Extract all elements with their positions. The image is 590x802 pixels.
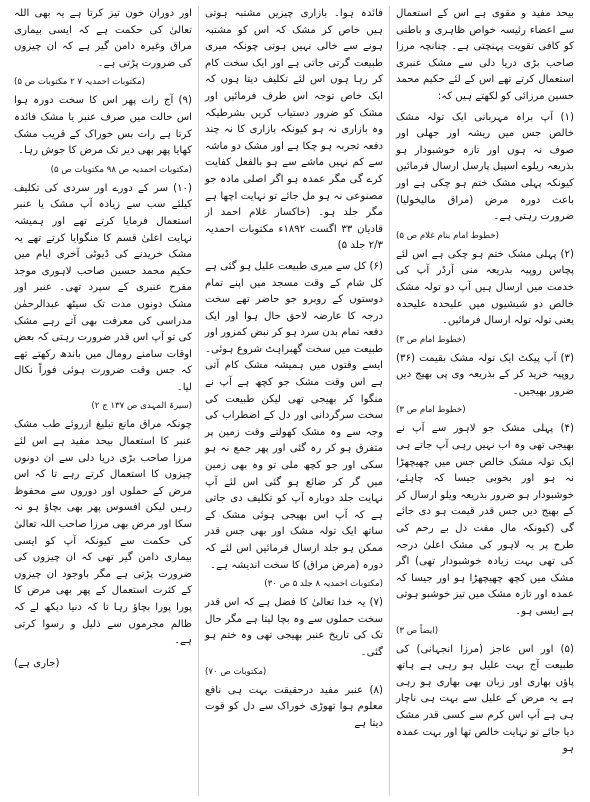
paragraph: (۹) آج رات پھر اس کا سخت دورہ ہوا اس حالت میں صرف عنبر یا مشک فائدہ کرتا ہے رات بس خوراک کے قریب مشک کھایا پھر بھی دیر تک مرض کا جوش رہا۔ — [14, 95, 192, 157]
paragraph: اور دوران خون تیز کرتا ہے یہ بھی اللہ تعالیٰ کی حکمت ہے کہ ایسی بیماری مراق وغیرہ دامن گیر ہے کہ ان چیزوں کی ضرورت پڑتی ہے۔ — [14, 8, 192, 69]
citation: (ایضاً ص ۳) — [396, 625, 439, 636]
paragraph: (۵) اور اس عاجز (مرزا انجہانی) کی طبیعت آج بہت علیل ہو رہی ہے ہاتھ پاؤں بھاری اور زبان بھی بھاری ہو رہی ہے یہ مرض کے علیل سے بہت ہی ناچار ہی ہے آپ اس کرم سے کسی قدر مشک دیا جائے تو نہایت خالص تھا اور بہت عمدہ ہو — [396, 643, 574, 755]
citation: (مکتوبات احمدیہ ۸ جلد ۵ ص ۳۰) — [264, 579, 383, 590]
paragraph: (۱۰) سر کے دورے اور سردی کی تکلیف کیلئے سب سے زیادہ آپ مشک یا عنبر استعمال فرمایا کرتے تھے اور ہمیشہ نہایت اعلیٰ قسم کا منگوایا کرتے تھے یہ مشک خریدنے کی ڈیوٹی آخری ایام میں حکیم محمد حسین صاحب لاہوری موجد مفرح عنبری کے سپرد تھی۔ عنبر اور مشک دونوں مدت تک سیٹھ عبدالرحمٰن مدراسی کی معرفت بھی آتے رہے مشک کی تو آپ اس قدر ضرورت رہتی کہ بعض اوقات سامنے رومال میں باندھ رکھتے تھے کہ جس وقت ضرورت ہوئی فوراً نکال لیا۔ — [14, 182, 192, 393]
citation: (خطوط امام ص ۳) — [396, 405, 466, 416]
continued-note: (جاری ہے) — [14, 657, 60, 669]
paragraph: بیحد مفید و مقوی ہے اس کے استعمال سے اعضاء رئیسہ خواص ظاہری و باطنی کو کافی تقویت پہنچتی ہے۔ چنانچہ مرزا صاحب بڑی دریا دلی سے مشک عنبری استعمال کرتے تھے اس کے لئے حکیم محمد حسین مرزائی کو لکھتے ہیں کہ: — [396, 8, 574, 102]
paragraph: فائدہ ہوا۔ بازاری چیزیں مشتبہ ہوتی ہیں خاص کر مشک کہ اس کو مشتبہ ہونے سے خالی نہیں ہوتی چونکہ میری طبیعت گرتی جاتی ہے اور ایک سخت کام کر رہا ہوں اس لئے تکلیف دیتا ہوں کہ ایک خاص توجہ اس طرف فرمائیں اور مشک کو ضرور دستیاب کریں بشرطیکہ وہ بازاری نہ ہو کیونکہ بازاری کا نہ چند دفعہ تجربہ ہو چکا ہے اور مشک دو ماشہ سے کم نہیں ماشے سے ہو بالفعل کفایت کرے گی مگر عمدہ ہو اگر اصلی مادہ جو مصنوعی نہ ہو مل جائے تو نہایت اچھا ہے مگر جلد ہو۔ (خاکسار غلام احمد از قادیان ۳۳ اگست ۱۸۹۲ء مکتوبات احمدیہ ۲/۳ جلد ۵) — [205, 8, 383, 252]
three-column-layout — [8, 6, 580, 796]
column-middle — [199, 6, 390, 796]
paragraph: (۳) آپ پیکٹ ایک تولہ مشک بقیمت (۳۶) روپیہ خرید کر کے بذریعہ وی پی بھیج دیں ضرور بھیجیں۔ — [396, 352, 574, 397]
column-right — [390, 6, 580, 796]
paragraph: (۷) یہ خدا تعالیٰ کا فضل ہے کہ اس قدر سخت حملوں سے وہ بچا لیتا ہے مگر حال تک کی تاریخ عنبر بھیجی تھی وہ ختم ہو گئی۔ — [205, 597, 383, 658]
citation: (خطوط امام بنام غلام ص ۵) — [396, 230, 499, 241]
column-left — [8, 6, 199, 796]
citation: (مکتوبات ص ۷۰) — [205, 666, 267, 677]
citation: (خطوط امام ص ۳) — [396, 334, 466, 345]
paragraph: (۴) پہلی مشک جو لاہور سے آپ نے بھیجی تھی وہ اب نہیں رہی آپ جاتے ہی ایک تولہ مشک خالص جس میں چھیچھڑا نہ ہو اور بخوبی جیسا کہ چاہئے، خوشبودار ہو ضرور بذریعہ ویلو ارسال کر کے بھیج دیں جس قدر قیمت ہو دی جائے گی (کیونکہ مال مفت دل بے رحم کی طرح پر یہ لاہور کی مشک اعلیٰ درجہ کی تھی بہت زیادہ خوشبودار تھی) اگر مشک میں کچھ چھیچھڑا ہو اور جیسا کہ عمدہ اور تازہ مشک میں تیز خوشبو ہوتی ہے ایسی ہو۔ — [396, 423, 574, 617]
paragraph: چونکہ مراق مانع تبلیغ ازروئے طب مشک عنبر کا استعمال بیحد مفید ہے اس لئے مرزا صاحب بڑی دریا دلی سے ان دونوں چیزوں کا استعمال کرتے رہے تا کہ اس مرض کے حملوں اور دوروں سے محفوظ رہیں لیکن افسوس پھر بھی بچاؤ ہو نہ سکا اور مرض بھی مرزا صاحب اللہ تعالیٰ کی حکمت سے کیونکہ آپ کو ایسی بیماری دامن گیر تھی کہ ان چیزوں کی ضرورت پڑتی ہے مگر باوجود ان چیزوں کے کثرت استعمال کے پھر بھی مرض کا پورا پورا بچاؤ رہا تا کہ دنیا دیکھ لے کہ ظالم مجرموں سے ذلیل و رسوا کرتی ہے۔ — [14, 419, 192, 647]
paragraph: (۱) آپ براہ مہربانی ایک تولہ مشک خالص جس میں ریشہ اور جھلی اور صوف نہ ہوں اور تازہ خوشبودار ہو بذریعہ ریلوے اسپیل پارسل ارسال فرمائیں کیونکہ پہلی مشک ختم ہو چکی ہے اور باعث دورہ مرض (مراق مالیخولیا) ضرورت رہتی ہے۔ — [396, 111, 574, 223]
citation: (مکتوبات احمدیہ ص ۹۸ مکتوبات ص ۵) — [50, 164, 192, 175]
paragraph: (۲) پہلی مشک ختم ہو چکی ہے اس لئے پچاس روپیہ بذریعہ منی آرڈر آپ کی خدمت میں ارسال ہیں آپ دو تولہ مشک خالص دو شیشیوں میں علیحدہ علیحدہ یعنی تولہ تولہ ارسال فرمائیں۔ — [396, 248, 574, 327]
paragraph: (۸) عنبر مفید درحقیقت بہت ہی نافع معلوم ہوا تھوڑی خوراک سے دل کو قوت دیتا ہے — [205, 684, 383, 729]
citation: (سیرۃ المہدی ص ۱۳۷ ج ۲) — [91, 401, 192, 412]
citation: (مکتوبات احمدیہ ۷ ۲ مکتوبات ص ۵) — [14, 77, 145, 88]
paragraph: (۶) کل سے میری طبیعت علیل ہو گئی ہے کل شام کے وقت مسجد میں اپنے تمام دوستوں کے روبرو جو حاضر تھے سخت درجہ کا عارضہ لاحق حال ہوا اور ایک دفعہ تمام بدن سرد ہو کر نبض کمزور اور طبیعت میں سخت گھبراہٹ شروع ہوئی۔ ایسے وقتوں میں ہمیشہ مشک کام آتی ہے اس وقت مشک جو کچھ ہے آپ نے منگوا کر بھیجی تھی لیکن طبیعت کی سخت سرگردانی اور دل کے اضطراب کی وجہ سے وہ مشک کھولتے وقت زمین پر متفرق ہو کر رہ گئی اور پھر جمع نہ ہو سکی اور جو کچھ ملی تو وہ بھی زمین میں گر کر ضائع ہو گئی اس لئے آپ نہایت جلد دوبارہ آپ کو تکلیف دی جاتی ہے کہ آپ اس بھیجی ہوئی مشک کے ساتھ ایک تولہ مشک اور بھی جس قدر ممکن ہو جلد ارسال فرمائیں اس لئے کہ دورہ (مرض مراق) کا سخت اندیشہ ہے۔ — [205, 260, 383, 571]
